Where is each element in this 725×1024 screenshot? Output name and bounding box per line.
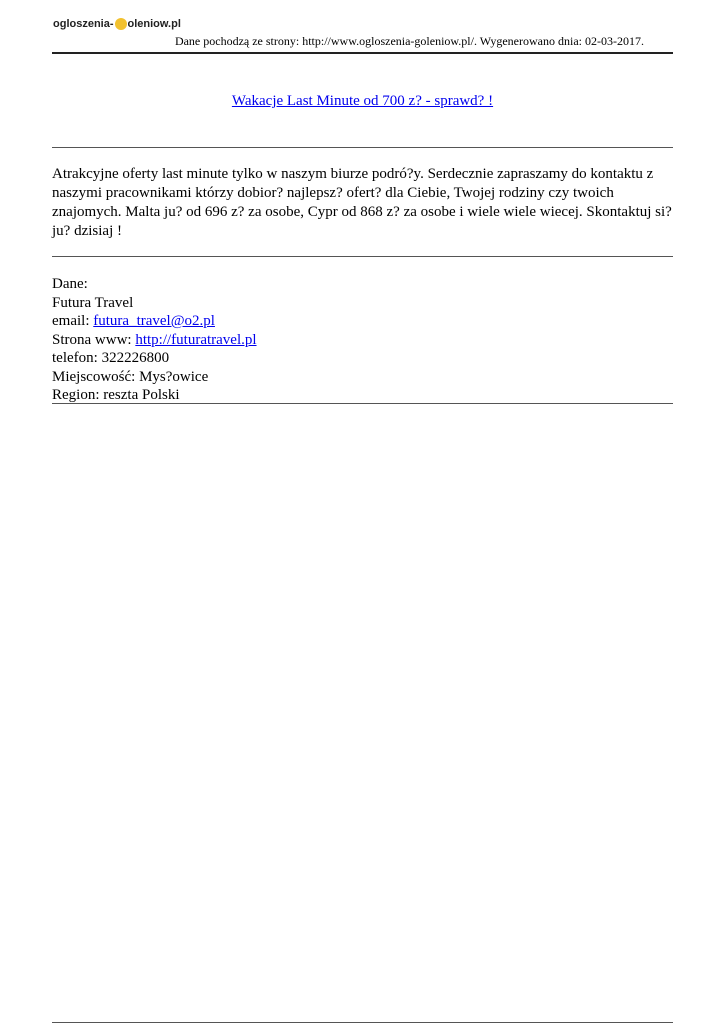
phone-value: 322226800 xyxy=(101,350,170,366)
city-label: Miejscowość: xyxy=(52,368,140,385)
details-divider xyxy=(52,403,673,404)
header-divider xyxy=(52,52,673,54)
logo-g-circle-icon xyxy=(115,18,127,30)
phone-row xyxy=(52,349,257,368)
title-divider xyxy=(52,147,673,148)
region-row xyxy=(52,386,257,405)
email-label: email: xyxy=(52,313,94,329)
region-value: reszta Polski xyxy=(103,387,180,403)
company-name: Futura Travel xyxy=(52,294,134,311)
city-value: Mys?owice xyxy=(139,368,209,385)
phone-label: telefon: xyxy=(52,350,102,366)
email-row xyxy=(52,312,257,331)
contact-details xyxy=(52,275,257,405)
ad-title xyxy=(52,93,673,110)
site-logo xyxy=(53,14,181,34)
description-divider xyxy=(52,256,673,257)
source-line: Dane pochodzą ze strony: http://www.ogloszenia-goleniow.pl/. Wygenerowano dnia: 02-03-2017. xyxy=(174,34,644,48)
city-row xyxy=(52,368,257,387)
website-link[interactable]: http://futuratravel.pl xyxy=(135,331,257,348)
details-heading: Dane: xyxy=(52,276,88,292)
logo-text-right: oleniow.pl xyxy=(127,18,181,30)
website-row xyxy=(52,331,257,350)
email-link[interactable]: futura_travel@o2.pl xyxy=(93,313,215,329)
ad-description: Atrakcyjne oferty last minute tylko w naszym biurze podró?y. Serdecznie zapraszamy do kontaktu z naszymi pracownikami którzy dobior? najlepsz? ofert? dla Ciebie, Twojej rodziny czy twoich znajomych. Malta ju? od 696 z? za osobe, Cypr od 868 z? za osobe i wiele wiele wiecej. Skontaktuj si? ju? dzisiaj ! xyxy=(52,166,672,239)
footer-divider xyxy=(52,1022,673,1023)
logo-text-left: ogloszenia- xyxy=(53,18,114,30)
ad-title-link[interactable]: Wakacje Last Minute od 700 z? - sprawd? ! xyxy=(231,93,494,109)
region-label: Region: xyxy=(52,387,104,403)
website-label: Strona www: xyxy=(52,331,136,348)
